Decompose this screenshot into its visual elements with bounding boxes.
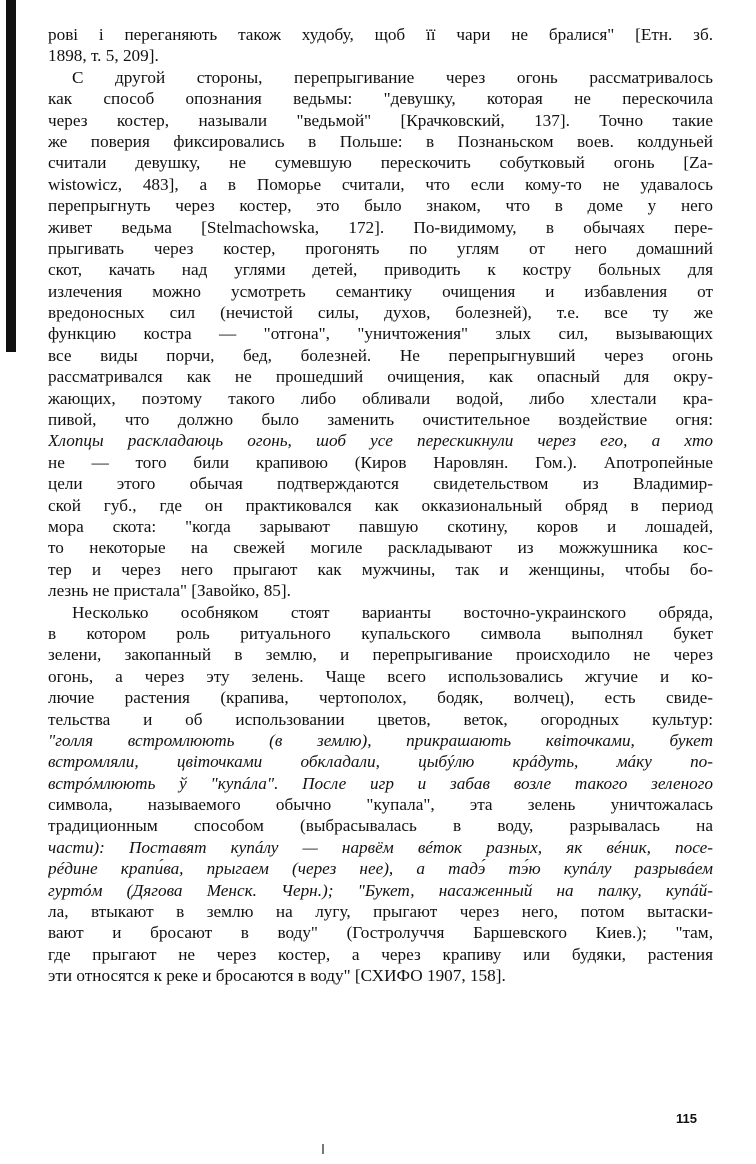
text-line: живет ведьма [Stelmachowska, 172]. По-видимому, в обычаях пере-	[48, 217, 713, 237]
text-line: то некоторые на свежей могиле раскладывают из можжушника кос-	[48, 538, 713, 558]
text-line: жающих, поэтому такого либо обливали водой, либо хлестали кра-	[48, 388, 713, 408]
text-line: функцию костра — "отгона", "уничтожения" злых сил, вызывающих	[48, 324, 713, 344]
text-line: же поверия фиксировались в Польше: в Познаньском воев. колдуньей	[48, 131, 713, 151]
text-line: не — того били крапивою (Киров Наровлян. Гом.). Апотропейные	[48, 452, 713, 472]
text-line: вают и бросают в воду" (Гостролуччя Баршевского Киев.); "там,	[48, 923, 713, 943]
margin-marker-bar	[6, 0, 16, 352]
text-line: цели этого обычая подтверждаются свидетельством из Владимир-	[48, 474, 713, 494]
text-line-italic: "голля встромлюють (в землю), прикрашають квіточками, букет	[48, 730, 713, 750]
text-line: пивой, что должно было заменить очистительное воздействие огня:	[48, 410, 713, 430]
text-line: перепрыгнуть через костер, это было знаком, что в доме у него	[48, 196, 713, 216]
text-line-italic: Хлопцы раскладаюць огонь, шоб усе перескикнули через его, а хто	[48, 431, 713, 451]
text-line: в котором роль ритуального купальского символа выполнял букет	[48, 623, 713, 643]
text-line: скот, качать над углями детей, приводить к костру больных для	[48, 260, 713, 280]
text-line: как способ опознания ведьмы: "девушку, которая не перескочила	[48, 89, 713, 109]
text-line: через костер, называли "ведьмой" [Крачковский, 137]. Точно такие	[48, 110, 713, 130]
text-line: излечения можно усмотреть семантику очищения и избавления от	[48, 281, 713, 301]
text-line: wistowicz, 483], а в Поморье считали, что если кому-то не удавалось	[48, 174, 713, 194]
text-line-italic: гуртóм (Дягова Менск. Черн.); "Букет, насаженный на палку, купáй-	[48, 880, 713, 900]
text-line: вредоносных сил (нечистой силы, духов, болезней), т.е. все ту же	[48, 303, 713, 323]
body-text	[48, 24, 713, 987]
text-line: мора скота: "когда зарывают павшую скотину, коров и лошадей,	[48, 516, 713, 536]
text-line: символа, называемого обычно "купала", эта зелень уничтожалась	[48, 795, 713, 815]
text-line-italic: встрóмлюють ў "купáла". После игр и забав возле такого зеленого	[48, 773, 713, 793]
text-line: традиционным способом (выбрасывалась в воду, разрывалась на	[48, 816, 713, 836]
text-line: лючие растения (крапива, чертополох, бодяк, волчец), есть свиде-	[48, 688, 713, 708]
text-line: эти относятся к реке и бросаются в воду" [СХИФО 1907, 158].	[48, 966, 506, 986]
text-line: зелени, закопанный в землю, и перепрыгивание происходило не через	[48, 645, 713, 665]
text-line: ской губ., где он практиковался как окказиональный обряд в период	[48, 495, 713, 515]
text-line: лезнь не пристала" [Завойко, 85].	[48, 581, 291, 601]
text-line-italic: встромляли, цвіточками обкладали, цыбýлю крáдуть, мáку по-	[48, 752, 713, 772]
text-line-italic: части): Поставят купáлу — нарвём вéток разных, як вéник, посе-	[48, 837, 713, 857]
text-line: прыгивать через костер, прогонять по углям от него домашний	[48, 238, 713, 258]
text-line: тельства и об использовании цветов, веток, огородных культур:	[48, 709, 713, 729]
text-line: где прыгают не через костер, а через крапиву или будяки, растения	[48, 944, 713, 964]
scan-speck	[322, 1144, 324, 1154]
text-line: рассматривался как не прошедший очищения, как опасный для окру-	[48, 367, 713, 387]
text-line: все виды порчи, бед, болезней. Не перепрыгнувший через огонь	[48, 345, 713, 365]
text-line: С другой стороны, перепрыгивание через огонь рассматривалось	[72, 67, 713, 87]
text-line: огонь, а через эту зелень. Чаще всего использовались жгучие и ко-	[48, 666, 713, 686]
text-line: тер и через него прыгают как мужчины, так и женщины, чтобы бо-	[48, 559, 713, 579]
text-line: 1898, т. 5, 209].	[48, 46, 159, 66]
page-number: 115	[676, 1111, 697, 1126]
text-line: ла, втыкают в землю на лугу, прыгают через него, потом вытаски-	[48, 902, 713, 922]
text-line: рові і переганяють також худобу, щоб її чари не бралися" [Етн. зб.	[48, 25, 713, 44]
text-line: считали девушку, не сумевшую перескочить собутковый огонь [Za-	[48, 153, 713, 173]
text-line: Несколько особняком стоят варианты восточно-украинского обряда,	[72, 602, 713, 622]
text-line-italic: рéдине крапи́ва, прыгаем (через нее), а тадэ́ тэ́ю купáлу разрывáем	[48, 859, 713, 879]
